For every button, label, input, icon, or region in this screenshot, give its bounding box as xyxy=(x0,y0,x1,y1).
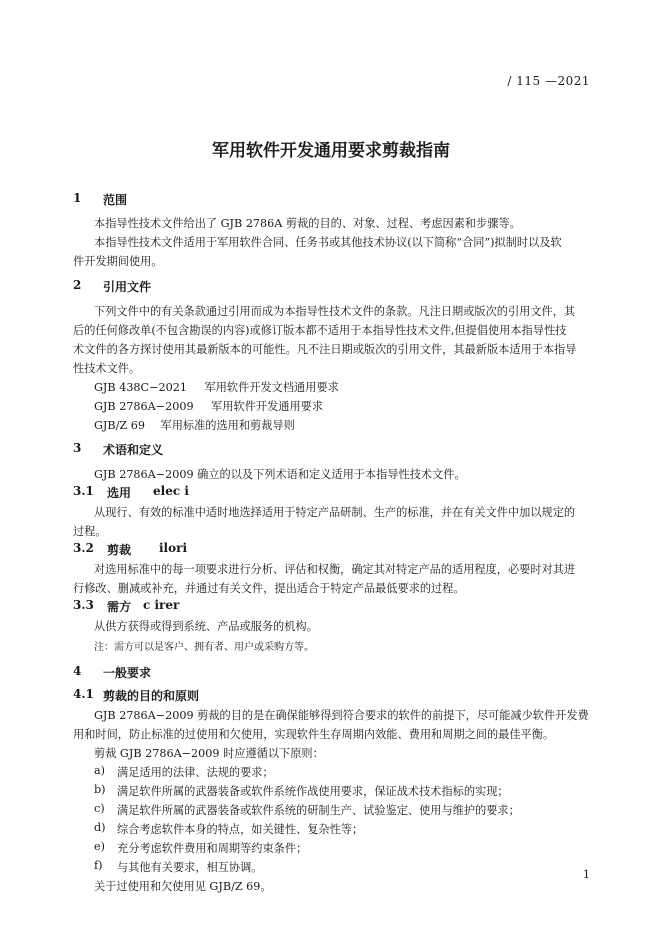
section-3-heading xyxy=(73,441,164,457)
reference-item xyxy=(94,417,295,433)
note: 注：需方可以是客户、拥有者、用户或采购方等。 xyxy=(94,642,314,653)
list-text: 综合考虑软件本身的特点，如关键性、复杂性等； xyxy=(117,823,364,836)
list-text: 满足软件所属的武器装备或软件系统作战使用要求，保证战术技术指标的实现； xyxy=(117,785,509,798)
list-marker: e) xyxy=(94,840,105,853)
paragraph-line: 下列文件中的有关条款通过引用而成为本指导性技术文件的条款。凡注日期或版次的引用文件，其 xyxy=(94,305,576,318)
section-number: 2 xyxy=(73,278,82,292)
paragraph: 剪裁 GJB 2786A−2009 时应遵循以下原则： xyxy=(94,747,324,760)
paragraph: 本指导性技术文件给出了 GJB 2786A 剪裁的目的、对象、过程、考虑因素和步骤等。 xyxy=(94,217,521,230)
subsection-number: 4.1 xyxy=(73,687,94,701)
paragraph-line: GJB 2786A−2009 剪裁的目的是在确保能够得到符合要求的软件的前提下，尽可能减少软件开发费 xyxy=(94,709,589,722)
list-text: 满足软件所属的武器装备或软件系统的研制生产、试验鉴定、使用与维护的要求； xyxy=(117,804,520,817)
paragraph-line: 术文件的各方探讨使用其最新版本的可能性。凡不注日期或版次的引用文件，其最新版本适用于本指导 xyxy=(73,343,577,356)
paragraph-line: 后的任何修改单(不包含勘误的内容)或修订版本都不适用于本指导性技术文件,但提倡使用本指导性技 xyxy=(73,324,567,337)
document-code: / 115 —2021 xyxy=(507,74,590,88)
section-1-heading xyxy=(73,191,128,207)
term-3-1-heading xyxy=(73,484,189,500)
paragraph-line: 件开发期间使用。 xyxy=(73,255,163,268)
term-number: 3.1 xyxy=(73,484,94,498)
term-label: 选用 xyxy=(107,486,132,500)
term-english: ilori xyxy=(159,541,188,555)
reference-code: GJB 438C−2021 xyxy=(94,381,187,394)
section-title: 范围 xyxy=(103,193,128,207)
list-text: 充分考虑软件费用和周期等约束条件； xyxy=(117,842,308,855)
subsection-4-1-heading xyxy=(73,687,200,703)
section-number: 4 xyxy=(73,664,82,678)
section-number: 1 xyxy=(73,191,82,205)
term-number: 3.2 xyxy=(73,541,94,555)
list-text: 与其他有关要求，相互协调。 xyxy=(117,861,263,874)
section-title: 引用文件 xyxy=(103,280,152,294)
section-title: 一般要求 xyxy=(103,666,152,680)
list-marker: d) xyxy=(94,821,106,834)
paragraph-line: 性技术文件。 xyxy=(73,362,141,375)
reference-item xyxy=(94,398,323,414)
section-4-heading xyxy=(73,664,152,680)
reference-name: 军用软件开发通用要求 xyxy=(211,400,324,413)
section-number: 3 xyxy=(73,441,82,455)
reference-code: GJB 2786A−2009 xyxy=(94,400,194,413)
paragraph: 关于过使用和欠使用见 GJB/Z 69。 xyxy=(94,880,272,893)
subsection-title: 剪裁的目的和原则 xyxy=(103,689,200,703)
term-number: 3.3 xyxy=(73,598,94,612)
term-english: c irer xyxy=(143,598,180,612)
section-title: 术语和定义 xyxy=(103,443,164,457)
paragraph: GJB 2786A−2009 确立的以及下列术语和定义适用于本指导性技术文件。 xyxy=(94,468,466,481)
term-label: 剪裁 xyxy=(107,543,132,557)
list-marker: c) xyxy=(94,802,105,815)
paragraph-line: 本指导性技术文件适用于军用软件合同、任务书或其他技术协议(以下简称“合同”)拟制时以及软 xyxy=(94,236,562,249)
page-number: 1 xyxy=(583,868,590,881)
paragraph-line: 过程。 xyxy=(73,525,107,538)
section-2-heading xyxy=(73,278,152,294)
reference-name: 军用软件开发文档通用要求 xyxy=(204,381,339,394)
reference-name: 军用标准的选用和剪裁导则 xyxy=(160,419,295,432)
reference-item xyxy=(94,379,339,395)
paragraph-line: 从供方获得或得到系统、产品或服务的机构。 xyxy=(94,620,318,633)
term-label: 需方 xyxy=(107,600,132,614)
paragraph-line: 用和时间，防止标准的过使用和欠使用，实现软件生存周期内效能、费用和周期之间的最佳平衡。 xyxy=(73,728,555,741)
paragraph-line: 对选用标准中的每一项要求进行分析、评估和权衡，确定其对特定产品的适用程度，必要时对其进 xyxy=(94,563,576,576)
term-3-2-heading xyxy=(73,541,188,557)
paragraph-line: 行修改、删减或补充，并通过有关文件，提出适合于特定产品最低要求的过程。 xyxy=(73,582,465,595)
document-title: 军用软件开发通用要求剪裁指南 xyxy=(212,141,450,161)
list-marker: b) xyxy=(94,783,106,796)
reference-code: GJB/Z 69 xyxy=(94,419,145,432)
term-3-3-heading xyxy=(73,598,180,614)
list-marker: a) xyxy=(94,764,106,777)
term-english: elec i xyxy=(153,484,189,498)
list-text: 满足适用的法律、法规的要求； xyxy=(117,766,274,779)
list-marker: f) xyxy=(94,859,103,872)
paragraph-line: 从现行、有效的标准中适时地选择适用于特定产品研制、生产的标准，并在有关文件中加以规定的 xyxy=(94,506,576,519)
